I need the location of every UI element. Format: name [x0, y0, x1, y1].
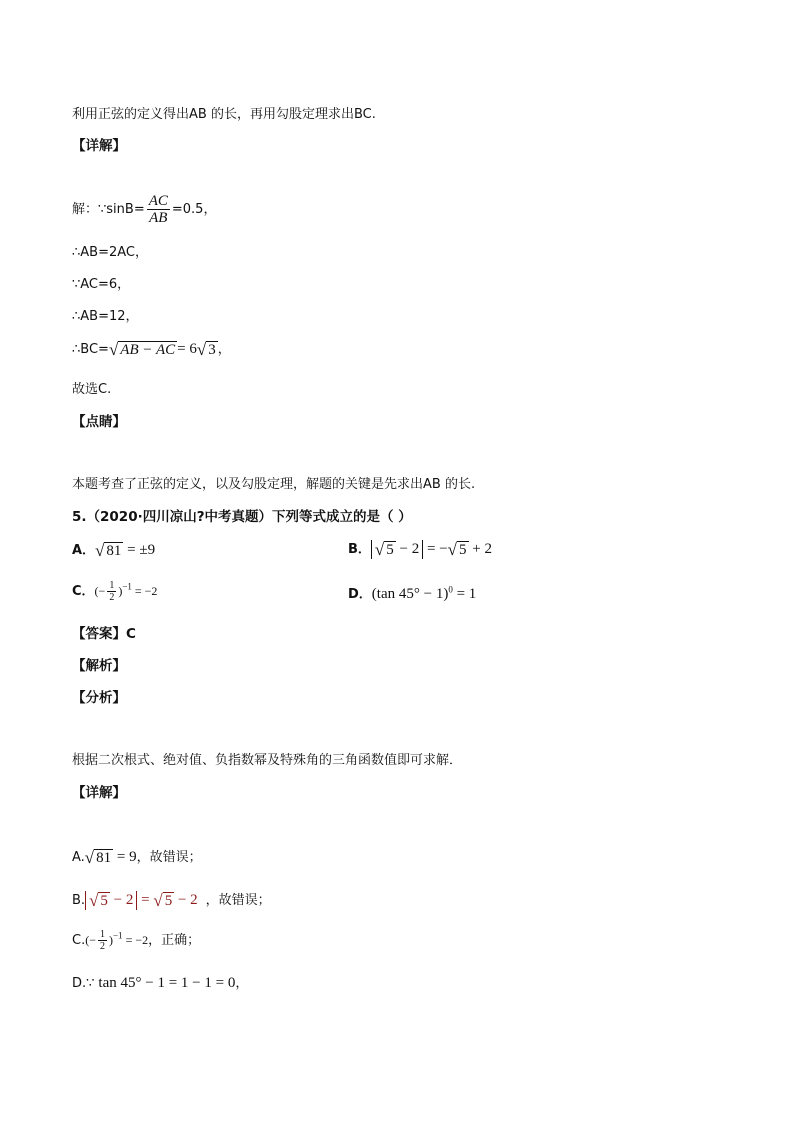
analysis-text: 利用正弦的定义得出AB 的长，再用勾股定理求出BC. — [72, 107, 376, 122]
fraction-half — [98, 929, 107, 952]
step-sinB — [72, 193, 216, 226]
detail-header: 【详解】 — [72, 138, 126, 154]
choice-text: 故选C. — [72, 382, 112, 397]
radicand: AB − AC — [120, 341, 176, 358]
radicand-3: 3 — [208, 341, 216, 358]
option-b — [348, 538, 492, 559]
option-b-eq: = − — [423, 541, 448, 557]
radicand-81: 81 — [96, 849, 112, 866]
question-title: 5.（2020·四川凉山?中考真题）下列等式成立的是（ ） — [72, 509, 412, 525]
detail-header-2: 【详解】 — [72, 785, 126, 801]
jiexi-header: 【解析】 — [72, 658, 126, 674]
radicand-5: 5 — [100, 892, 108, 909]
detail-c-close: ) — [108, 933, 113, 947]
sqrt-3: √ 3 — [196, 339, 216, 359]
detail-b-tail: − 2 — [174, 892, 198, 908]
exponent: 0 — [448, 584, 453, 595]
detail-b-eq: = — [137, 892, 154, 908]
equals-six: = 6 — [177, 341, 197, 357]
sqrt-5: √ 5 — [447, 539, 467, 559]
abs-sqrt5-minus-2: √ 5 − 2 — [371, 540, 423, 559]
detail-d-note: ， — [235, 976, 249, 991]
option-c-open: (− — [94, 584, 106, 598]
exponent: −1 — [112, 930, 123, 941]
radicand-5b: 5 — [164, 892, 173, 909]
answer-line: 【答案】C — [72, 626, 136, 642]
option-d — [348, 583, 476, 603]
option-a-rhs: = ±9 — [123, 542, 156, 558]
option-c-rhs: = −2 — [131, 584, 158, 598]
step-bc — [72, 338, 231, 359]
radicand-81: 81 — [106, 542, 122, 559]
sqrt-81: √ 81 — [84, 847, 112, 867]
option-b-tail: + 2 — [468, 541, 492, 557]
option-d-expr: (tan 45° − 1) — [371, 586, 449, 602]
abs-inner-minus: − 2 — [395, 541, 420, 557]
radicand-5: 5 — [386, 541, 394, 558]
detail-b-label: B. — [72, 893, 86, 908]
detail-d — [72, 972, 248, 992]
option-c — [72, 580, 157, 603]
step-sinB-suffix: =0.5， — [171, 202, 217, 217]
comment-text: 本题考查了正弦的定义，以及勾股定理，解题的关键是先求出AB 的长. — [72, 477, 476, 492]
detail-a-rhs: = 9 — [113, 849, 137, 865]
detail-c-label: C. — [72, 933, 86, 948]
detail-b — [72, 889, 271, 910]
sqrt-ab-minus-ac: √ AB − AC — [108, 339, 176, 359]
detail-d-label: D.∵ — [72, 976, 95, 991]
fraction-denominator: AB — [149, 210, 168, 226]
option-a — [72, 539, 155, 560]
detail-d-expr: tan 45° − 1 = 1 − 1 = 0 — [98, 975, 236, 991]
option-c-label: C． — [72, 584, 95, 599]
step-ab-2ac: ∴AB=2AC， — [72, 245, 148, 260]
radicand-5b: 5 — [459, 541, 467, 558]
step-ac-6: ∵AC=6， — [72, 277, 131, 292]
option-d-label: D． — [348, 587, 372, 602]
fenxi-text: 根据二次根式、绝对值、负指数幂及特殊角的三角函数值即可求解． — [72, 753, 463, 768]
step-sinB-prefix: 解：∵sinB= — [72, 202, 145, 217]
detail-c-open: (− — [85, 933, 96, 947]
fraction-half — [107, 580, 116, 603]
comment-header: 【点睛】 — [72, 414, 126, 430]
detail-a-label: A. — [72, 850, 85, 865]
fraction-numerator: 1 — [99, 929, 105, 940]
option-a-label: A． — [72, 543, 96, 558]
fenxi-header: 【分析】 — [72, 690, 126, 706]
detail-c — [72, 929, 200, 952]
option-c-close: ) — [118, 584, 123, 598]
sqrt-5: √ 5 — [153, 890, 173, 910]
detail-b-note: ，故错误； — [205, 893, 271, 908]
fraction-denominator: 2 — [109, 592, 115, 603]
fraction-denominator: 2 — [99, 941, 105, 952]
sqrt-81: √ 81 — [95, 540, 122, 560]
fraction-numerator: AC — [148, 193, 168, 209]
step-bc-prefix: ∴BC= — [72, 342, 109, 357]
option-b-label: B． — [348, 542, 371, 557]
detail-c-note: ，正确； — [148, 933, 201, 948]
option-d-rhs: = 1 — [452, 586, 477, 602]
step-ab-12: ∴AB=12， — [72, 309, 139, 324]
fraction-numerator: 1 — [109, 580, 115, 591]
abs-inner-minus: − 2 — [109, 892, 134, 908]
detail-a-note: ，故错误； — [136, 850, 202, 865]
step-bc-suffix: ， — [217, 342, 231, 357]
exponent: −1 — [122, 581, 132, 592]
fraction-ac-ab — [147, 193, 170, 226]
detail-a — [72, 846, 202, 867]
abs-sqrt5-minus-2: √ 5 − 2 — [85, 891, 137, 910]
detail-c-rhs: = −2 — [122, 933, 149, 947]
